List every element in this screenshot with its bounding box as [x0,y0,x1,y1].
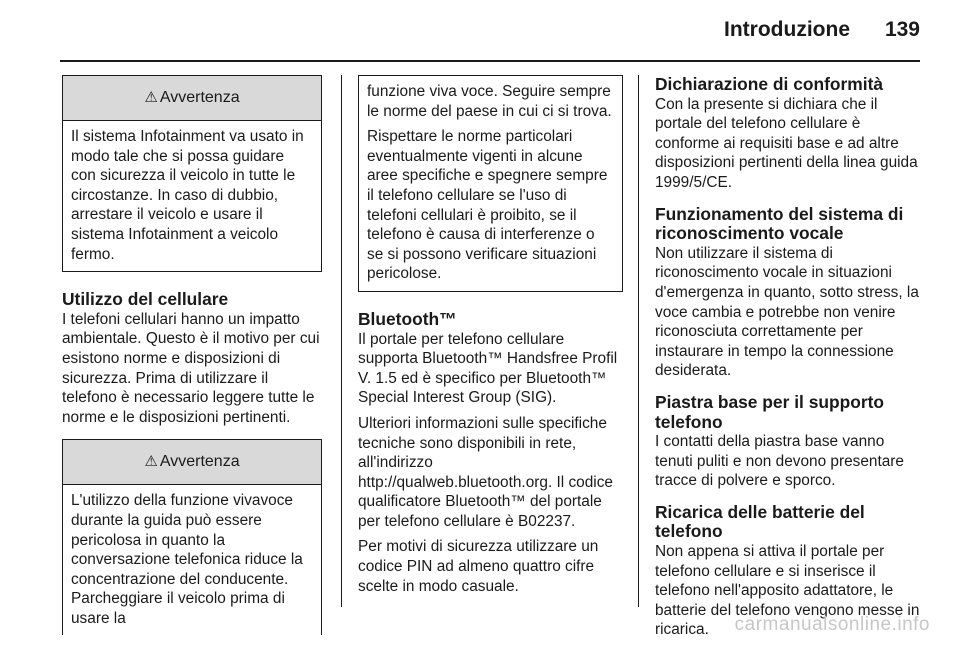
column-1 [62,75,322,635]
section-base-plate [655,393,923,491]
section-heading: Funzionamento del sistema di riconoscimento vocale [655,203,904,244]
section-conformity [655,75,923,193]
column-2 [358,75,623,608]
section-text: I telefoni cellulari hanno un impatto ambientale. Questo è il motivo per cui esistono norme e disposizioni di sicurezza. Prima di utilizzare il telefono è necessario leggere tutte le norme e le disposizioni pertinenti. [62,310,320,426]
section-text: Non appena si attiva il portale per telefono cellulare e si inserisce il telefono nell'apposito adattatore, le batterie del telefono vengono messe in ricarica. [655,543,920,639]
section-heading: Piastra base per il supporto telefono [655,391,885,432]
warning-text: Rispettare le norme particolari eventualmente vigenti in alcune aree specifiche e spegnere sempre il telefono cellulare se l'uso di telefoni cellulari è proibito, se il telefono è causa di interferenze o se si possono verificare situazioni pericolose. [367,128,608,283]
section-mobile [62,290,322,427]
warning-label: Avvertenza [159,453,240,471]
column-divider [638,75,639,607]
section-bluetooth [358,310,623,596]
column-divider [341,75,342,607]
warning-triangle-icon: ⚠ [144,89,158,106]
section-text: Il portale per telefono cellulare supporta Bluetooth™ Handsfree Profil V. 1.5 ed è specifico per Bluetooth™ Special Interest Group (SIG). [358,330,618,407]
warning-text: Il sistema Infotainment va usato in modo tale che si possa guidare con sicurezza il veicolo in tutte le circostanze. In caso di dubbio, arrestare il veicolo e usare il sistema Infotainment a veicolo fermo. [71,128,304,263]
header-divider [60,60,920,62]
section-text: Per motivi di sicurezza utilizzare un codice PIN ad almeno quattro cifre scelte in modo casuale. [358,538,599,595]
page-number: 139 [884,18,920,41]
warning-box [62,75,322,272]
section-voice [655,205,923,381]
column-3 [655,75,923,652]
warning-label: Avvertenza [159,89,240,106]
warning-header [63,440,321,485]
section-text: Ulteriori informazioni sulle specifiche tecniche sono disponibili in rete, all'indirizzo http://qualweb.bluetooth.org. Il codice qualificatore Bluetooth™ del portale per telefono cellulare è B02237. [358,414,613,530]
section-heading: Ricarica delle batterie del telefono [655,501,865,542]
warning-header [63,76,321,121]
section-text: Non utilizzare il sistema di riconoscimento vocale in situazioni d'emergenza in quanto, sotto stress, la voce cambia e potrebbe non venire riconosciuta correttamente per instaurare in tempo la connessione desiderata. [655,244,919,380]
warning-box [62,439,322,635]
warning-text: L'utilizzo della funzione vivavoce durante la guida può essere pericolosa in quanto la conversazione telefonica riduce la concentrazione del conducente. Parcheggiare il veicolo prima di usare la [71,492,303,627]
warning-box-continued [358,75,623,292]
section-heading: Bluetooth™ [358,308,457,329]
warning-triangle-icon: ⚠ [144,453,158,471]
warning-text: funzione viva voce. Seguire sempre le norme del paese in cui ci si trova. [367,83,612,120]
watermark: carmanualsonline.info [734,614,930,635]
section-heading: Utilizzo del cellulare [62,289,229,310]
page-title: Introduzione [724,18,850,41]
section-heading: Dichiarazione di conformità [655,74,884,94]
section-text: I contatti della piastra base vanno tenuti puliti e non devono presentare tracce di polvere e sporco. [655,433,904,490]
section-text: Con la presente si dichiara che il portale del telefono cellulare è conforme ai requisiti base e ad altre disposizioni pertinenti della linea guida 1999/5/CE. [655,95,918,191]
